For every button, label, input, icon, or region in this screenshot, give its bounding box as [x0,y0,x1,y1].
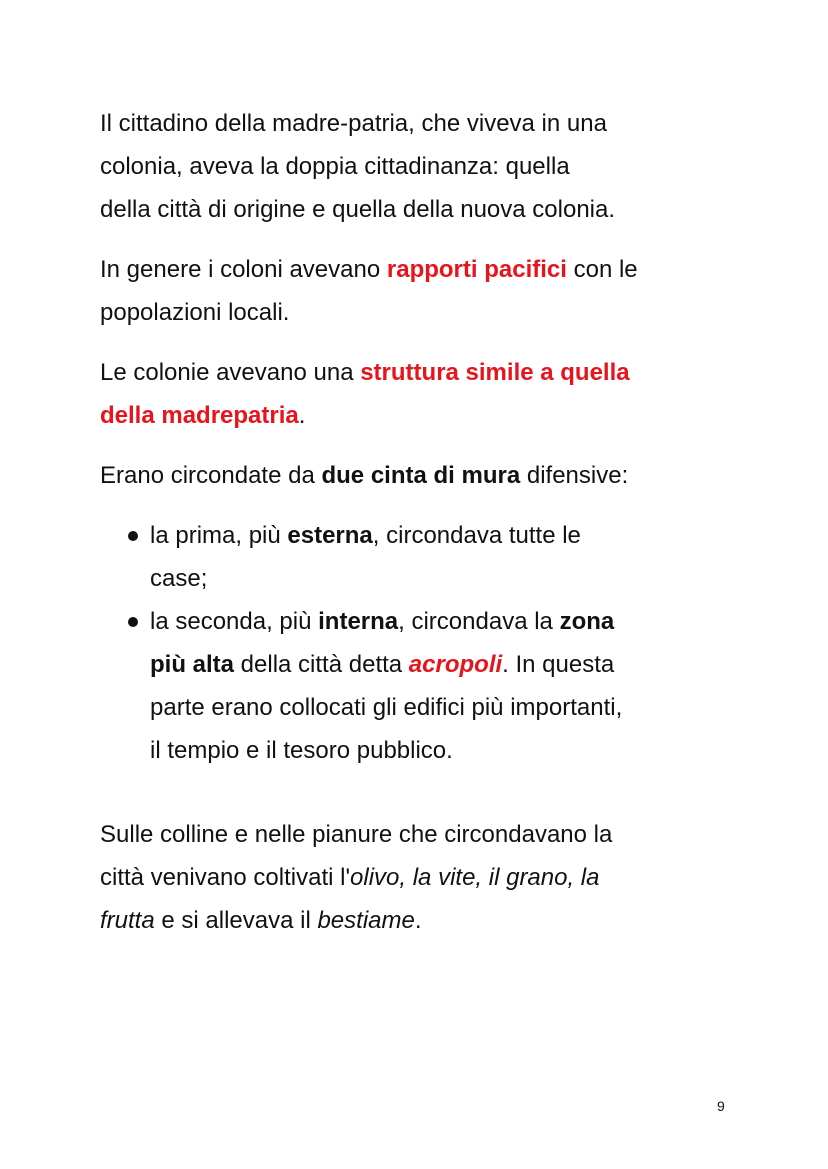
text-line [100,813,740,856]
text-segment: Le colonie avevano una [100,359,361,386]
text-segment: la prima, più [150,522,288,549]
highlighted-text: della madrepatria [100,402,299,429]
text-segment: città venivano coltivati l' [100,864,351,891]
text-segment: il tempio e il tesoro pubblico. [150,737,453,764]
text-line [150,686,740,729]
text-line [150,600,740,643]
bold-text: più alta [150,651,235,678]
text-line [150,643,740,686]
text-line [100,899,740,942]
text-segment: case; [150,565,208,592]
text-line [100,394,740,437]
italic-text: olivo, la vite, il grano, la [350,864,600,891]
text-segment: Erano circondate da [100,462,322,489]
italic-text: frutta [100,907,155,934]
text-segment: della città di origine e quella della nuova colonia. [100,196,616,223]
text-segment: colonia, aveva la doppia cittadinanza: quella [100,153,570,180]
text-line [150,557,740,600]
text-line [100,351,740,394]
paragraph [100,102,740,231]
text-line [150,514,740,557]
highlighted-text: rapporti pacifici [386,256,567,283]
text-line [150,729,740,772]
text-line [100,248,740,291]
bold-text: esterna [287,522,373,549]
paragraph [100,351,740,437]
text-segment: . [298,402,306,429]
text-segment: la seconda, più [150,608,319,635]
bullet-list [100,514,740,772]
page-number: 9 [717,1098,725,1114]
text-line [100,145,740,188]
text-line [100,102,740,145]
text-segment: difensive: [520,462,629,489]
text-segment: . [414,907,422,934]
text-segment: In genere i coloni avevano [100,256,387,283]
text-line [100,856,740,899]
highlighted-text: acropoli [408,651,503,678]
bold-text: zona [559,608,615,635]
text-segment: parte erano collocati gli edifici più importanti, [150,694,623,721]
list-item [100,600,740,772]
italic-text: bestiame [317,907,415,934]
text-segment: , circondava tutte le [372,522,581,549]
text-segment: della città detta [234,651,409,678]
text-line [100,454,740,497]
text-segment: . In questa [502,651,615,678]
highlighted-text: struttura simile a quella [360,359,630,386]
bold-text: interna [318,608,399,635]
text-segment: e si allevava il [154,907,318,934]
text-segment: con le [566,256,638,283]
paragraph [100,813,740,942]
text-line [100,291,740,334]
document-body [100,102,740,959]
list-item [100,514,740,600]
text-line [100,188,740,231]
bold-text: due cinta di mura [321,462,521,489]
paragraph [100,454,740,497]
text-segment: Il cittadino della madre-patria, che viveva in una [100,110,607,137]
paragraph [100,248,740,334]
bullet-icon [128,617,138,627]
text-segment: , circondava la [398,608,560,635]
bullet-icon [128,531,138,541]
text-segment: popolazioni locali. [100,299,290,326]
text-segment: Sulle colline e nelle pianure che circondavano la [100,821,613,848]
